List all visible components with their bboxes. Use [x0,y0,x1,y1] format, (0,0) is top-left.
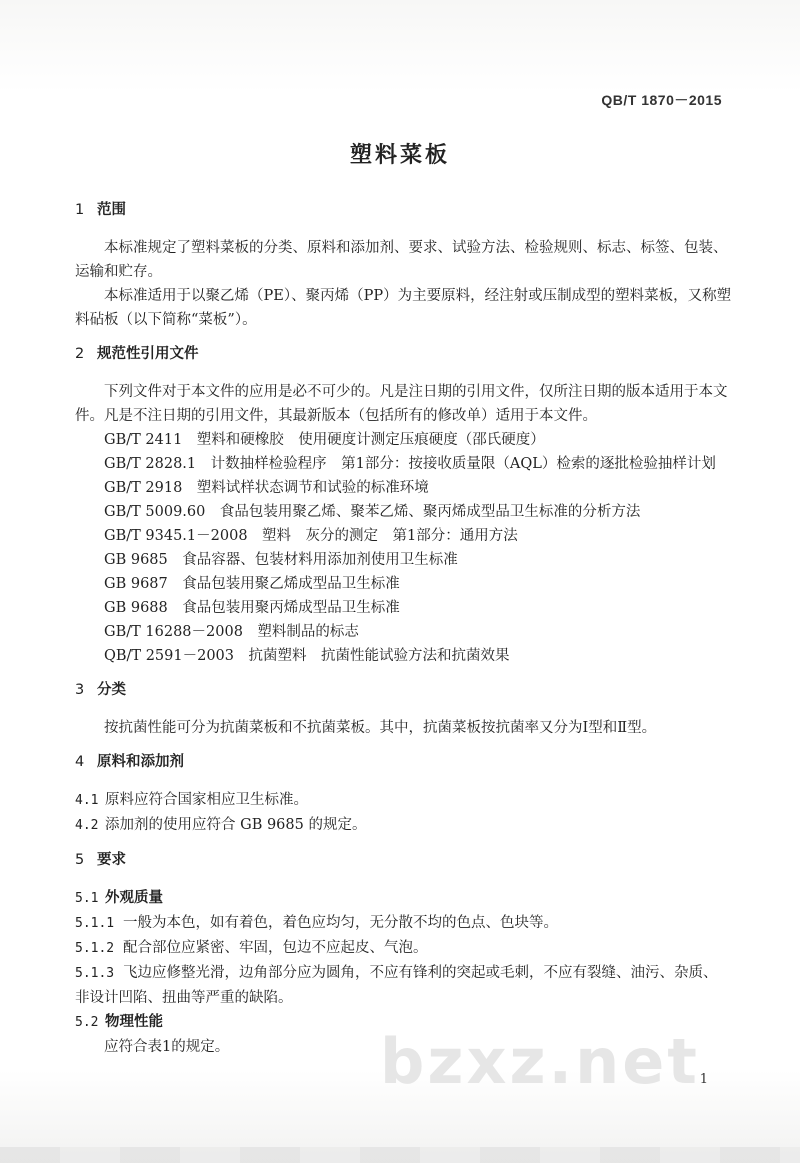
paragraph: 本标准规定了塑料菜板的分类、原料和添加剂、要求、试验方法、检验规则、标志、标签、包装、运输和贮存。 [75,240,728,280]
standard-code: QB/T 1870－2015 [601,92,722,108]
clause-number: 5.1.2 [75,941,115,956]
section-heading-4 [75,750,735,774]
reference-item: GB/T 2828.1 计数抽样检验程序 第1部分：按接收质量限（AQL）检索的逐批检验抽样计划 [104,456,716,472]
document-body [75,198,735,1059]
subclause-heading [75,886,735,911]
section-title: 要求 [97,852,126,868]
clause-item [75,788,735,813]
section-heading-2 [75,342,735,366]
section-number: 2 [75,346,85,362]
section-title: 分类 [97,682,126,698]
section-heading-5 [75,848,735,872]
reference-item: GB/T 9345.1－2008 塑料 灰分的测定 第1部分：通用方法 [104,528,518,544]
section-number: 5 [75,852,85,868]
paragraph: 应符合表1的规定。 [104,1039,230,1055]
reference-item: QB/T 2591－2003 抗菌塑料 抗菌性能试验方法和抗菌效果 [104,648,510,664]
clause-item [75,961,735,986]
subclause-title: 外观质量 [105,890,163,906]
clause-continuation: 非设计凹陷、扭曲等严重的缺陷。 [75,990,293,1006]
reference-item: GB 9685 食品容器、包装材料用添加剂使用卫生标准 [104,552,458,568]
reference-item: GB 9687 食品包装用聚乙烯成型品卫生标准 [104,576,400,592]
clause-text: 配合部位应紧密、牢固，包边不应起皮、气泡。 [123,940,428,956]
reference-item: GB/T 5009.60 食品包装用聚乙烯、聚苯乙烯、聚丙烯成型品卫生标准的分析方法 [104,504,641,520]
clause-number: 4.2 [75,818,99,833]
section-title: 规范性引用文件 [97,346,199,362]
clause-number: 4.1 [75,793,99,808]
reference-item: GB/T 2411 塑料和硬橡胶 使用硬度计测定压痕硬度（邵氏硬度） [104,432,545,448]
clause-text: 原料应符合国家相应卫生标准。 [105,792,308,808]
subclause-title: 物理性能 [105,1014,163,1030]
section-title: 原料和添加剂 [97,754,184,770]
paragraph: 本标准适用于以聚乙烯（PE）、聚丙烯（PP）为主要原料，经注射或压制成型的塑料菜板，又称塑料砧板（以下简称“菜板”）。 [75,288,732,328]
reference-item: GB 9688 食品包装用聚丙烯成型品卫生标准 [104,600,400,616]
paragraph: 按抗菌性能可分为抗菌菜板和不抗菌菜板。其中，抗菌菜板按抗菌率又分为Ⅰ型和Ⅱ型。 [104,720,657,736]
section-heading-3 [75,678,735,702]
clause-text: 飞边应修整光滑，边角部分应为圆角，不应有锋利的突起或毛刺，不应有裂缝、油污、杂质、 [123,965,718,981]
clause-number: 5.1 [75,891,99,906]
document-title: 塑料菜板 [349,143,450,168]
section-number: 4 [75,754,85,770]
reference-item: GB/T 16288－2008 塑料制品的标志 [104,624,359,640]
clause-number: 5.1.1 [75,916,115,931]
section-title: 范围 [97,202,126,218]
clause-item [75,813,735,838]
section-heading-1 [75,198,735,222]
watermark-text: bzxz.net [380,1025,700,1098]
section-number: 1 [75,202,85,218]
reference-item: GB/T 2918 塑料试样状态调节和试验的标准环境 [104,480,429,496]
page-number: 1 [699,1072,708,1087]
clause-text: 添加剂的使用应符合 GB 9685 的规定。 [105,817,367,833]
scan-bottom-edge [0,1147,800,1163]
clause-text: 一般为本色，如有着色，着色应均匀，无分散不均的色点、色块等。 [123,915,558,931]
clause-item [75,911,735,936]
clause-number: 5.1.3 [75,966,115,981]
clause-item [75,936,735,961]
paragraph: 下列文件对于本文件的应用是必不可少的。凡是注日期的引用文件，仅所注日期的版本适用于本文件。凡是不注日期的引用文件，其最新版本（包括所有的修改单）适用于本文件。 [75,384,728,424]
section-number: 3 [75,682,85,698]
clause-number: 5.2 [75,1015,99,1030]
